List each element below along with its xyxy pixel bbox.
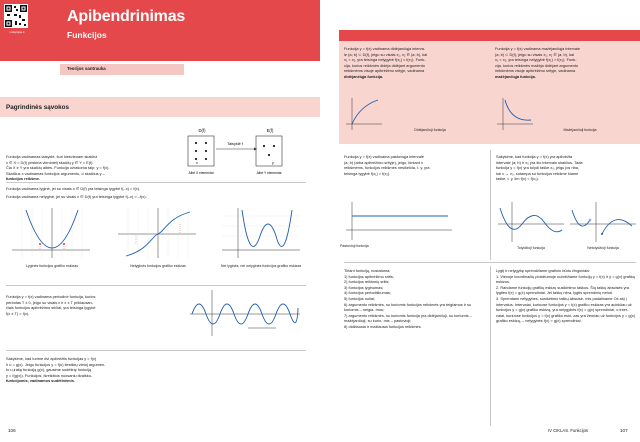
even-function-graph [12,206,92,260]
odd-caption: Nelyginės funkcijos grafiko eskizas [130,264,186,268]
summary-label: Teorijos santrauka [67,66,106,71]
neither-function-graph [222,206,302,260]
steps-heading: Lygtį ir nelygybę sprendžiame grafiniu būdu žingsniais: [496,268,591,273]
text-line: taške, t. y. lim f(x) = f(x₀). [496,176,539,182]
page-number-left: 106 [8,428,16,433]
text-line: didėjančiąja funkcija. [344,73,384,79]
list-item: 3) funkcijos lyginumas; [344,284,384,290]
study-list [344,268,486,330]
text-line: Čia X ir Y yra skaičių aibės. Funkcija užrašoma taip: y = f(x). [6,165,110,171]
text-line: intervale (a; b) ir x₀ yra šio intervalo skaičius. Tada [496,159,583,165]
text-line: Skaičius x vadinamas funkcijos argumentu, o skaičius y – [6,170,105,176]
page-number-right: 107 [620,428,628,433]
text-line: cija, kurios reikšmės mažėja didėjant argumento [495,62,579,68]
continuous-caption: Tolydžioji funkcija [517,246,545,250]
text-line: x ∈ X = D(f) priskiria vienintelį skaičių y ∈ Y = E(f). [6,159,94,165]
text-line: y = f(g(x)). Funkcijos, išreikštos nuosaniu išraiško- [6,372,93,378]
footer-text: IV CIKLAS. Funkcijos [548,428,589,433]
even-caption: Lyginės funkcijos grafiko eskizas [25,264,78,268]
text-line: Funkcija y = f(x) vadinama mažėjančiąja intervale [495,46,581,51]
range-caption: Aibė Y elementai [256,171,282,175]
qr-code-icon [4,4,28,28]
list-item: 3. Sprendami nelygybes, susikirtimo taškų abscisė- mis padaliname Ox ašį į intervalus. Intervalai, kuriuose funkcijos y = f(x) grafiko eskizas yra aukščiau už funkcijos y = g(x) grafiko eskizą, yra nelygybės f(x) > g(x) sprendiniai, o inter- valai, kuriuose funkcijos y = f(x) grafiko eski- zas yra žemiau už funkcijos y = g(x) grafiko eskizą, – nelygybės f(x) < g(x) sprendiniai. [496,295,636,324]
list-item: 5) funkcijos nuliai; [344,295,375,301]
list-item: 8) didžiausia ir mažiausia funkcijos reikšmės. [344,323,422,329]
list-item: 7) argumento reikšmės, su kuriomis funkcija yra didėjančioji, su kuriomis – mažėjančioji, su kurio- mis – pastovioji; [344,312,472,324]
graphical-solving-steps [496,268,636,324]
y-label: y [272,161,274,165]
text-line: ir u = g(x). Jeigu funkcijos y = f(u) tiesiškų vietoj argumen- [6,361,106,367]
text-line: reikšmėms visoje apibrėžimo srityje, vadinama [495,68,576,74]
odd-function-graph [118,206,198,260]
divider [6,350,306,351]
qr-code[interactable] [4,4,28,28]
text-line: (a; b) (arba apibrėžimo srityje), jeigu, kintant x [344,159,423,165]
divider [344,262,636,263]
divider [6,182,306,183]
domain-caption: Aibė X elementai [188,171,214,175]
text-line: to u įrašę funkciją g(x), gausime sudėtinę funkciją [6,367,91,373]
continuity-definition [496,154,636,182]
text-line: (a; b) ⊂ D(f), jeigu su visais x₁, x₂ ∈ (a; b), kai [495,51,575,57]
range-label: E(f) [266,128,274,133]
x-label: x [196,161,198,165]
text-line: čiais funkcijos apibrėžimo sričiai, yra teisinga lygybė [6,305,96,311]
text-line: Funkcija y = f(x) vadinama didėjančiąja interva- [344,46,426,51]
periodic-definition [6,294,186,316]
decreasing-definition [495,46,635,80]
text-line: funkcija y = f(x) yra tolydi taške x₀, jeigu jos riba, [496,165,580,171]
list-item: 1) funkcijos apibrėžimo sritis; [344,273,394,279]
constant-definition [344,154,484,176]
text-line: mažėjančiąja funkcija. [495,73,536,79]
text-line: f(x ± T) = f(x). [6,310,30,316]
text-line: cija, kurios reikšmės didėja didėjant argumento [344,62,425,68]
text-line: Funkcija y = f(x) vadinama pastoviąja intervale [344,154,424,159]
discontinuous-graph [568,200,638,244]
rule-label: Taisyklė f [227,142,243,146]
continuous-graph [496,200,566,244]
list-item: 6) argumento reikšmės, su kuriomis funkcijos reikšmės yra teigiamos ir su kuriomis – neigia- mos; [344,301,472,313]
domain-label: D(f) [198,128,206,133]
text-line: periodas T ≠ 0, jeigu su visais x ir x ± T priklausan- [6,299,94,305]
composite-definition [6,356,181,384]
increasing-graph [344,96,384,132]
right-header-band [339,30,640,41]
periodic-function-graph [190,288,302,338]
increasing-definition [344,46,484,80]
text-line: Sakykime, kad funkcija y = f(x) yra apibrėžta [496,154,573,159]
text-line: reikšmėms visoje apibrėžimo srityje, vadinama [344,68,425,74]
vertical-divider [490,150,491,260]
range-box [256,136,282,166]
domain-box [188,136,214,166]
text-line: funkcijomis, vadinamos sudėtinėmis. [6,378,75,384]
mapping-diagram [180,124,300,184]
text-line: le (a; b) ⊂ D(f), jeigu su visais x₁, x₂ ∈ (a; b), kai [344,51,428,57]
section-title: Pagrindinės sąvokos [6,104,69,111]
list-item: 1. Vienoje koordinačių plokštumoje nubrėžiame funkcijų y = f(x) ir y = g(x) grafikų eskizus. [496,273,635,285]
qr-label: mokytojas.lt [9,30,25,34]
discontinuous-caption: Netolydžioji funkcija [587,246,619,250]
text-line: x₁ < x₂, yra teisinga nelygybė f(x₁) < f(x₂). Funk- [344,57,426,63]
divider [6,285,306,286]
list-item: 2. Randame funkcijų grafikų eskizų susikirtimo taškus. Šių taškų abscisės yra lygties f(x) = g(x) sprendiniai. Jei taškų nėra, lygtis sprendinių neturi. [496,284,629,296]
constant-caption: Pastovioji funkcija [340,244,369,248]
decreasing-graph [495,96,535,132]
text-line: Funkcija vadinamas taisyklė, kuri kiekvienam skaičiui [6,154,98,159]
text-line: reikšmėms, funkcijos reikšmės nesikeičia, t. y. yra [344,165,430,171]
text-line: Sakykime, kad turime dvi apibrėžtis funkcijas y = f(x) [6,356,97,361]
list-item: 2) funkcijos reikšmių sritis; [344,279,390,285]
text-line: kai x → x₀, sutampa su funkcijos reikšme šiame [496,170,579,176]
page-title: Apibendrinimas [67,8,186,25]
constant-graph [344,200,454,242]
even-definition: Funkcija vadinama lyginė, jei su visais x ∈ D(f) yra teisinga lygybė f(–x) = f(x). [6,186,141,191]
decreasing-caption: Mažėjančioji funkcija [563,128,597,132]
odd-definition: Funkcija vadinama nelyginė, jei su visais x ∈ D(f) yra teisinga lygybė f(–x) = –f(x). [6,194,147,199]
function-definition [6,154,176,182]
increasing-caption: Didėjančioji funkcija [414,128,446,132]
text-line: x₁ < x₂, yra teisinga nelygybė f(x₁) > f(x₂). Funk- [495,57,577,63]
text-line: funkcijos reikšme. [6,176,40,182]
list-item: 4) funkcijos periodiškumas; [344,290,391,296]
text-line: teisinga lygybė f(x₁) = f(x₂). [344,170,391,176]
page-subtitle: Funkcijos [67,30,107,40]
text-line: Funkcija y = f(x) vadinama periodine funkcija, kurios [6,294,96,299]
study-heading: Tiriant funkciją, nustatoma: [344,268,391,273]
neither-caption: Nei lyginės, nei nelyginės funkcijos grafiko eskizas [220,264,302,268]
vertical-divider [490,266,491,426]
